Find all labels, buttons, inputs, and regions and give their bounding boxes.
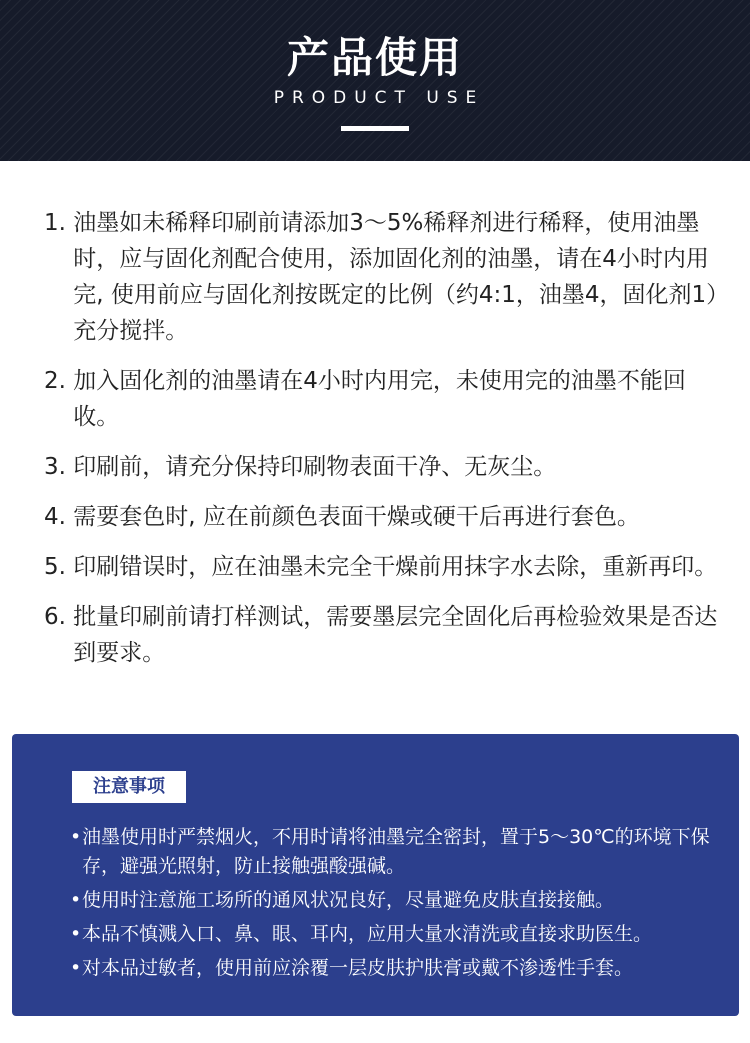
notice-panel	[12, 734, 739, 1016]
notice-item-text: 对本品过敏者，使用前应涂覆一层皮肤护肤膏或戴不渗透性手套。	[82, 957, 634, 979]
step-text: 油墨如未稀释印刷前请添加3～5%稀释剂进行稀释，使用油墨时，应与固化剂配合使用，添加固化剂的油墨，请在4小时内用完, 使用前应与固化剂按既定的比例（约4:1，油墨4，固化剂1）充分搅拌。	[73, 210, 718, 344]
notice-item	[70, 823, 710, 881]
title-underline	[341, 126, 409, 131]
bullet-icon: •	[70, 826, 82, 848]
bullet-icon: •	[70, 889, 82, 911]
notice-list	[70, 823, 710, 988]
step-number: 5.	[44, 554, 74, 580]
usage-step	[44, 363, 724, 435]
step-number: 3.	[44, 454, 74, 480]
usage-step	[44, 549, 724, 585]
step-text: 印刷前，请充分保持印刷物表面干净、无灰尘。	[73, 454, 557, 480]
step-number: 4.	[44, 504, 74, 530]
section-title: 产品使用	[286, 33, 463, 82]
step-text: 批量印刷前请打样测试，需要墨层完全固化后再检验效果是否达到要求。	[73, 604, 718, 666]
bullet-icon: •	[70, 957, 82, 979]
usage-steps	[44, 205, 724, 683]
usage-step	[44, 499, 724, 535]
usage-step	[44, 449, 724, 485]
section-subtitle: PRODUCT USE	[273, 88, 485, 108]
step-number: 1.	[44, 210, 74, 236]
notice-item	[70, 920, 710, 949]
step-number: 2.	[44, 368, 74, 394]
notice-item-text: 油墨使用时严禁烟火，不用时请将油墨完全密封，置于5～30℃的环境下保存，避强光照射，防止接触强酸强碱。	[82, 826, 710, 877]
step-number: 6.	[44, 604, 74, 630]
step-text: 印刷错误时，应在油墨未完全干燥前用抹字水去除，重新再印。	[73, 554, 718, 580]
step-text: 需要套色时, 应在前颜色表面干燥或硬干后再进行套色。	[73, 504, 640, 530]
notice-item	[70, 954, 710, 983]
section-header	[0, 0, 750, 161]
notice-item	[70, 886, 710, 915]
notice-item-text: 本品不慎溅入口、鼻、眼、耳内，应用大量水清洗或直接求助医生。	[82, 923, 653, 945]
notice-title: 注意事项	[72, 771, 186, 803]
usage-step	[44, 205, 724, 349]
step-text: 加入固化剂的油墨请在4小时内用完，未使用完的油墨不能回收。	[73, 368, 686, 430]
bullet-icon: •	[70, 923, 82, 945]
notice-item-text: 使用时注意施工场所的通风状况良好，尽量避免皮肤直接接触。	[82, 889, 615, 911]
usage-step	[44, 599, 724, 671]
